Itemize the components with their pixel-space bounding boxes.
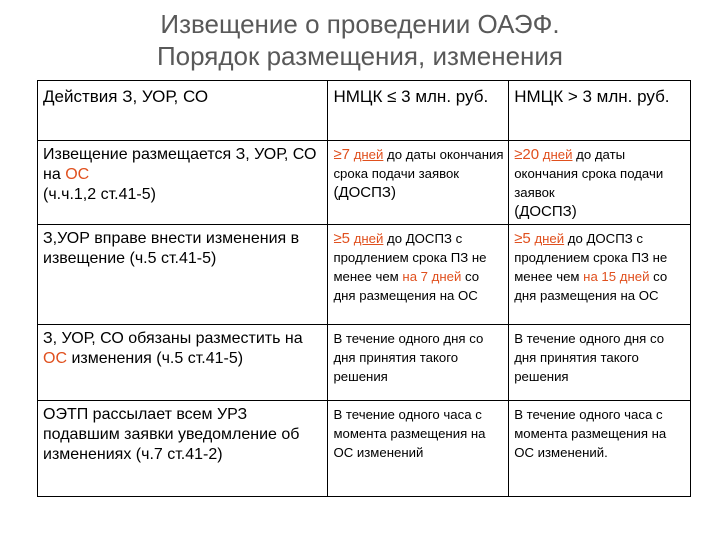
term-text: до ДОСПЗ с продлением срока ПЗ не менее чем — [514, 231, 668, 284]
term-text: до ДОСПЗ с продлением срока ПЗ не менее чем — [333, 231, 487, 284]
term-cell — [328, 225, 509, 325]
action-cell — [38, 141, 328, 225]
term-cell — [509, 225, 691, 325]
page-title — [0, 8, 720, 72]
action-cell — [38, 225, 328, 325]
action-ref: изменения (ч.5 ст.41-5) — [67, 350, 244, 367]
header-nmck-gt-3: НМЦК > 3 млн. руб. — [509, 81, 691, 141]
term-cell: В течение одного дня со дня принятия такого решения — [509, 325, 691, 401]
term-number: ≥5 — [514, 230, 531, 247]
action-ref: (ч.ч.1,2 ст.41-5) — [43, 186, 156, 203]
term-tail: (ДОСПЗ) — [333, 184, 396, 201]
title-line-2: Порядок размещения, изменения — [156, 41, 564, 71]
table-row — [38, 325, 691, 401]
term-unit: дней — [534, 231, 565, 246]
term-text-end: со дня размещения на ОС — [333, 269, 480, 303]
term-cell — [328, 141, 509, 225]
os-highlight: ОС — [43, 350, 67, 367]
action-cell — [38, 325, 328, 401]
term-number: ≥5 — [333, 230, 351, 247]
table-row — [38, 401, 691, 497]
action-text: Извещение размещается З, УОР, СО на — [43, 146, 317, 183]
action-text: З,УОР вправе внести изменения в извещение (ч.5 ст.41-5) — [43, 230, 300, 267]
rules-table — [37, 80, 691, 497]
term-cell: В течение одного дня со дня принятия такого решения — [328, 325, 509, 401]
title-line-1: Извещение о проведении ОАЭФ. — [160, 9, 560, 39]
term-unit: дней — [353, 231, 384, 246]
term-cell — [509, 141, 691, 225]
os-highlight: ОС — [65, 166, 90, 183]
term-text-end: со дня размещения на ОС — [514, 269, 668, 303]
term-cell: В течение одного часа с момента размещения на ОС изменений — [328, 401, 509, 497]
table-header-row — [38, 81, 691, 141]
term-unit: дней — [542, 147, 573, 162]
action-text: З, УОР, СО обязаны разместить на — [43, 330, 303, 347]
header-actions: Действия З, УОР, СО — [38, 81, 328, 141]
term-tail: (ДОСПЗ) — [514, 203, 577, 220]
term-number: ≥20 — [514, 146, 540, 163]
term-number: ≥7 — [333, 146, 351, 163]
term-cell: В течение одного часа с момента размещения на ОС изменений. — [509, 401, 691, 497]
action-cell: ОЭТП рассылает всем УРЗ подавшим заявки уведомление об изменениях (ч.7 ст.41-2) — [38, 401, 328, 497]
table-row — [38, 141, 691, 225]
table-row — [38, 225, 691, 325]
term-highlight: на 7 дней — [402, 269, 462, 284]
term-text: до даты окончания срока подачи заявок — [333, 147, 504, 181]
header-nmck-le-3: НМЦК ≤ 3 млн. руб. — [328, 81, 509, 141]
term-text: до даты окончания срока подачи заявок — [514, 147, 664, 200]
term-unit: дней — [353, 147, 384, 162]
term-highlight: на 15 дней — [583, 269, 650, 284]
